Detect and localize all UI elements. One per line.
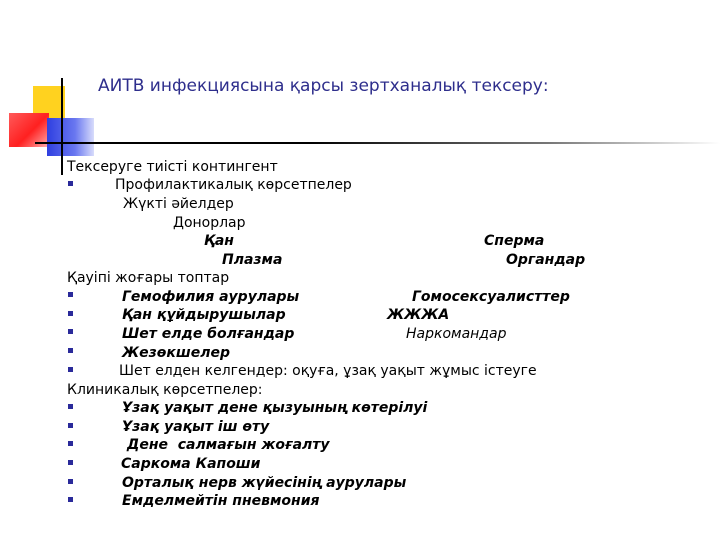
donor-blood: Қан	[204, 233, 234, 249]
bullet-icon	[68, 441, 73, 446]
decor-vertical-line	[61, 78, 63, 175]
donor-organs: Органдар	[506, 252, 586, 268]
risk-prostitutes: Жезөкшелер	[122, 345, 231, 361]
clinical-item: Саркома Капоши	[121, 456, 261, 472]
bullet-icon	[68, 497, 73, 502]
bullet-icon	[68, 423, 73, 428]
decor-blue-square	[47, 118, 94, 156]
preventive-label: Профилактикалық көрсетпелер	[115, 177, 352, 193]
decor-horizontal-line	[35, 142, 720, 144]
clinical-heading: Клиникалық көрсетпелер:	[67, 382, 263, 398]
bullet-icon	[68, 329, 73, 334]
clinical-item: Ұзақ уақыт іш өту	[122, 419, 270, 435]
risk-homosexual: Гомосексуалисттер	[412, 289, 570, 305]
bullet-icon	[68, 367, 73, 372]
risk-heading: Қауіпі жоғары топтар	[67, 270, 230, 286]
risk-hemophilia: Гемофилия аурулары	[122, 289, 300, 305]
bullet-icon	[68, 181, 73, 186]
bullet-icon	[68, 479, 73, 484]
clinical-item: Ұзақ уақыт дене қызуының көтерілуі	[122, 400, 428, 416]
risk-abroad: Шет елде болғандар	[122, 326, 295, 342]
clinical-item: Дене салмағын жоғалту	[122, 437, 330, 453]
clinical-item: Емделмейтін пневмония	[122, 493, 320, 509]
clinical-item: Орталық нерв жүйесінің аурулары	[122, 475, 407, 491]
bullet-icon	[68, 404, 73, 409]
pregnant-label: Жүкті әйелдер	[123, 196, 234, 212]
donor-sperm: Сперма	[484, 233, 545, 249]
contingent-heading: Тексеруге тиісті контингент	[67, 159, 278, 175]
donors-label: Донорлар	[173, 215, 246, 231]
bullet-icon	[68, 460, 73, 465]
donor-plasma: Плазма	[222, 252, 283, 268]
risk-std: ЖЖЖА	[387, 307, 450, 323]
bullet-icon	[68, 292, 73, 297]
bullet-icon	[68, 348, 73, 353]
foreigners-label: Шет елден келгендер: оқуға, ұзақ уақыт жұмыс істеуге	[119, 363, 537, 379]
bullet-icon	[68, 311, 73, 316]
risk-drugs: Наркомандар	[406, 326, 507, 342]
risk-transfusion: Қан құйдырушылар	[122, 307, 286, 323]
slide-title: АИТВ инфекциясына қарсы зертханалық тексеру:	[98, 76, 549, 96]
